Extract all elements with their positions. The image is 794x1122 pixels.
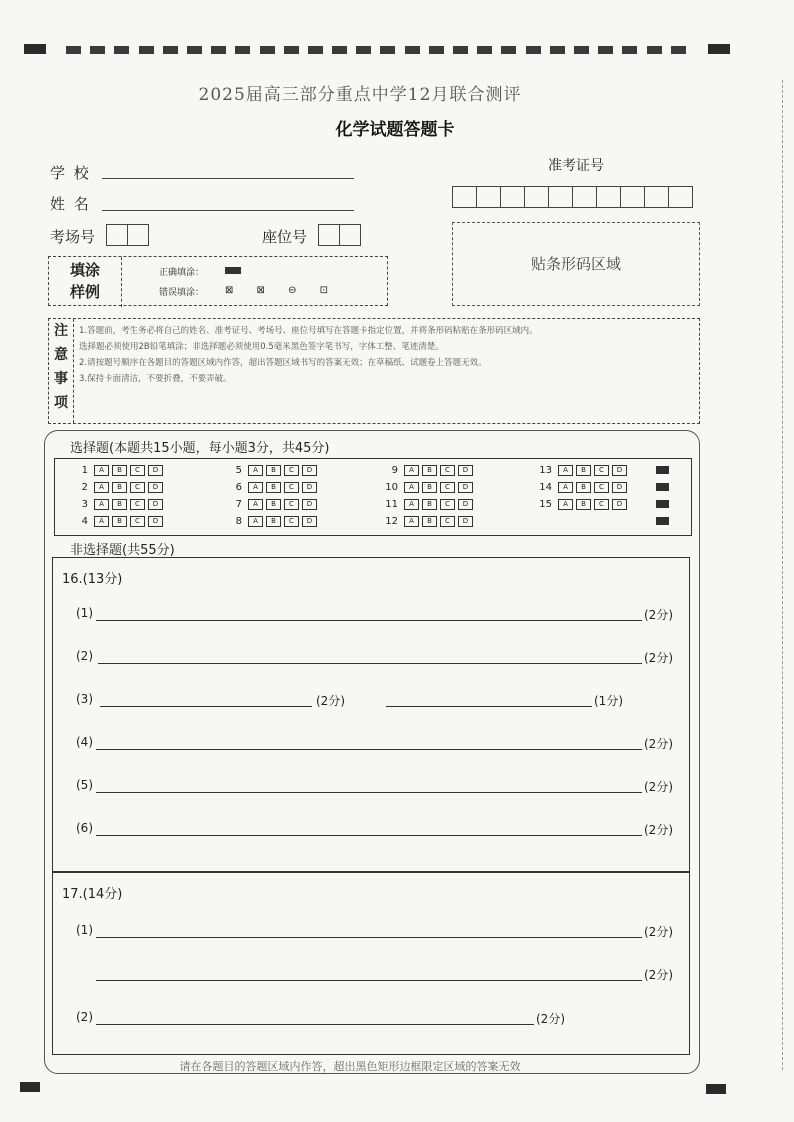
choice-bubble-10-C[interactable]: C bbox=[440, 482, 455, 493]
choice-item-10 bbox=[380, 480, 476, 494]
q16-3-label: (3) bbox=[76, 692, 93, 706]
choice-item-5 bbox=[224, 463, 320, 477]
choice-item-13 bbox=[534, 463, 630, 477]
q17-2-score: (2分) bbox=[536, 1012, 565, 1026]
exam-title: 2025届高三部分重点中学12月联合测评 bbox=[198, 85, 522, 105]
timing-track bbox=[66, 46, 686, 54]
choice-bubble-13-C[interactable]: C bbox=[594, 465, 609, 476]
choice-number: 8 bbox=[235, 515, 242, 527]
row-timing-mark bbox=[656, 517, 669, 525]
choice-bubble-6-A[interactable]: A bbox=[248, 482, 263, 493]
choice-bubble-13-B[interactable]: B bbox=[576, 465, 591, 476]
choice-number: 9 bbox=[391, 464, 398, 476]
q16-1-score: (2分) bbox=[644, 608, 673, 622]
choice-bubble-3-C[interactable]: C bbox=[130, 499, 145, 510]
choice-item-1 bbox=[70, 463, 166, 477]
choice-bubble-12-A[interactable]: A bbox=[404, 516, 419, 527]
nonchoice-heading: 非选择题(共55分) bbox=[70, 543, 175, 558]
notice-item: 3.保持卡面清洁，不要折叠，不要弄破。 bbox=[79, 374, 232, 384]
q16-5-score: (2分) bbox=[644, 780, 673, 794]
choice-bubble-2-A[interactable]: A bbox=[94, 482, 109, 493]
q17-1-answer-line[interactable] bbox=[96, 937, 642, 938]
choice-bubble-10-D[interactable]: D bbox=[458, 482, 473, 493]
choice-bubble-2-B[interactable]: B bbox=[112, 482, 127, 493]
q16-2-answer-line[interactable] bbox=[98, 663, 642, 664]
choice-bubble-8-A[interactable]: A bbox=[248, 516, 263, 527]
choice-bubble-7-B[interactable]: B bbox=[266, 499, 281, 510]
admission-number-label: 准考证号 bbox=[548, 158, 604, 174]
q16-1-label: (1) bbox=[76, 606, 93, 620]
name-label: 姓 名 bbox=[50, 195, 91, 213]
choice-bubble-5-A[interactable]: A bbox=[248, 465, 263, 476]
choice-number: 4 bbox=[81, 515, 88, 527]
q16-5-answer-line[interactable] bbox=[96, 792, 642, 793]
choice-bubble-4-D[interactable]: D bbox=[148, 516, 163, 527]
choice-bubble-9-B[interactable]: B bbox=[422, 465, 437, 476]
notice-box bbox=[48, 318, 700, 424]
choice-bubble-3-B[interactable]: B bbox=[112, 499, 127, 510]
exam-room-boxes[interactable] bbox=[106, 224, 149, 246]
q17-2-label: (2) bbox=[76, 1010, 93, 1024]
choice-number: 3 bbox=[81, 498, 88, 510]
row-timing-mark bbox=[656, 483, 669, 491]
choice-bubble-1-C[interactable]: C bbox=[130, 465, 145, 476]
choice-number: 13 bbox=[539, 464, 552, 476]
wrong-fill-label: 错误填涂： bbox=[159, 288, 205, 298]
corner-marker-top-right bbox=[708, 44, 730, 54]
choice-bubble-7-A[interactable]: A bbox=[248, 499, 263, 510]
choice-item-15 bbox=[534, 497, 630, 511]
q17-1-label: (1) bbox=[76, 923, 93, 937]
correct-fill-mark bbox=[225, 267, 241, 274]
choice-bubble-8-B[interactable]: B bbox=[266, 516, 281, 527]
q16-6-label: (6) bbox=[76, 821, 93, 835]
choice-number: 10 bbox=[385, 481, 398, 493]
choice-bubble-7-C[interactable]: C bbox=[284, 499, 299, 510]
scan-edge-line bbox=[782, 80, 784, 1070]
wrong-fill-examples: ⊠ ⊠ ⊖ ⊡ bbox=[225, 285, 339, 296]
choice-bubble-10-A[interactable]: A bbox=[404, 482, 419, 493]
choice-bubble-7-D[interactable]: D bbox=[302, 499, 317, 510]
q17-box bbox=[52, 871, 690, 1055]
choice-item-6 bbox=[224, 480, 320, 494]
choice-bubble-5-C[interactable]: C bbox=[284, 465, 299, 476]
q17-1b-answer-line[interactable] bbox=[96, 980, 642, 981]
q16-2-score: (2分) bbox=[644, 651, 673, 665]
choice-bubble-8-D[interactable]: D bbox=[302, 516, 317, 527]
q17-1b-score: (2分) bbox=[644, 968, 673, 982]
choice-item-14 bbox=[534, 480, 630, 494]
notice-items bbox=[79, 323, 695, 387]
choice-bubble-4-B[interactable]: B bbox=[112, 516, 127, 527]
choice-bubble-12-D[interactable]: D bbox=[458, 516, 473, 527]
choice-number: 2 bbox=[81, 481, 88, 493]
choice-bubble-10-B[interactable]: B bbox=[422, 482, 437, 493]
choice-bubble-9-D[interactable]: D bbox=[458, 465, 473, 476]
choice-bubble-15-C[interactable]: C bbox=[594, 499, 609, 510]
choice-bubble-5-B[interactable]: B bbox=[266, 465, 281, 476]
choice-bubble-1-A[interactable]: A bbox=[94, 465, 109, 476]
choice-bubble-4-A[interactable]: A bbox=[94, 516, 109, 527]
admission-number-boxes[interactable] bbox=[452, 186, 693, 208]
row-timing-mark bbox=[656, 500, 669, 508]
choice-number: 1 bbox=[81, 464, 88, 476]
choice-bubble-9-A[interactable]: A bbox=[404, 465, 419, 476]
q16-3-score-a: (2分) bbox=[316, 694, 345, 708]
choice-bubble-8-C[interactable]: C bbox=[284, 516, 299, 527]
choice-bubble-9-C[interactable]: C bbox=[440, 465, 455, 476]
school-label: 学 校 bbox=[50, 164, 91, 182]
q16-3-score-b: (1分) bbox=[594, 694, 623, 708]
choice-item-2 bbox=[70, 480, 166, 494]
choice-bubble-11-B[interactable]: B bbox=[422, 499, 437, 510]
choice-bubble-1-D[interactable]: D bbox=[148, 465, 163, 476]
choice-item-12 bbox=[380, 514, 476, 528]
q16-4-score: (2分) bbox=[644, 737, 673, 751]
footer-warning: 请在各题目的答题区域内作答，超出黑色矩形边框限定区域的答案无效 bbox=[179, 1060, 521, 1073]
choice-bubble-2-C[interactable]: C bbox=[130, 482, 145, 493]
choice-number: 5 bbox=[235, 464, 242, 476]
school-field[interactable] bbox=[102, 178, 354, 179]
choice-bubble-12-C[interactable]: C bbox=[440, 516, 455, 527]
fill-sample-title: 填涂 样例 bbox=[49, 257, 122, 307]
q16-box bbox=[52, 557, 690, 873]
q16-6-answer-line[interactable] bbox=[96, 835, 642, 836]
q17-1-score: (2分) bbox=[644, 925, 673, 939]
choice-bubble-6-C[interactable]: C bbox=[284, 482, 299, 493]
choice-bubble-1-B[interactable]: B bbox=[112, 465, 127, 476]
choice-number: 6 bbox=[235, 481, 242, 493]
choice-bubble-12-B[interactable]: B bbox=[422, 516, 437, 527]
choice-bubble-13-A[interactable]: A bbox=[558, 465, 573, 476]
choice-number: 7 bbox=[235, 498, 242, 510]
q17-2-answer-line[interactable] bbox=[96, 1024, 534, 1025]
choice-bubble-4-C[interactable]: C bbox=[130, 516, 145, 527]
q16-5-label: (5) bbox=[76, 778, 93, 792]
q16-3-answer-line-b[interactable] bbox=[386, 706, 592, 707]
choice-bubble-11-D[interactable]: D bbox=[458, 499, 473, 510]
notice-title: 注 意 事 项 bbox=[49, 319, 74, 423]
fill-sample bbox=[48, 256, 388, 306]
q16-1-answer-line[interactable] bbox=[96, 620, 642, 621]
choice-item-7 bbox=[224, 497, 320, 511]
choice-bubble-6-B[interactable]: B bbox=[266, 482, 281, 493]
choice-number: 15 bbox=[539, 498, 552, 510]
q16-6-score: (2分) bbox=[644, 823, 673, 837]
choice-bubble-15-B[interactable]: B bbox=[576, 499, 591, 510]
q16-4-answer-line[interactable] bbox=[96, 749, 642, 750]
choice-bubble-6-D[interactable]: D bbox=[302, 482, 317, 493]
choice-bubble-3-A[interactable]: A bbox=[94, 499, 109, 510]
q16-3-answer-line-a[interactable] bbox=[100, 706, 312, 707]
q16-title: 16.(13分) bbox=[62, 572, 123, 587]
choice-bubble-5-D[interactable]: D bbox=[302, 465, 317, 476]
notice-item: 2.请按题号顺序在各题目的答题区域内作答，超出答题区域书写的答案无效；在草稿纸、试题卷上答题无效。 bbox=[79, 358, 487, 368]
choice-bubble-3-D[interactable]: D bbox=[148, 499, 163, 510]
q16-2-label: (2) bbox=[76, 649, 93, 663]
corner-marker-bottom-left bbox=[20, 1082, 40, 1092]
choice-item-8 bbox=[224, 514, 320, 528]
corner-marker-bottom-right bbox=[706, 1084, 726, 1094]
choice-number: 12 bbox=[385, 515, 398, 527]
choice-number: 14 bbox=[539, 481, 552, 493]
choice-number: 11 bbox=[385, 498, 398, 510]
choice-bubble-11-C[interactable]: C bbox=[440, 499, 455, 510]
choice-item-11 bbox=[380, 497, 476, 511]
q17-title: 17.(14分) bbox=[62, 887, 123, 902]
choice-bubble-2-D[interactable]: D bbox=[148, 482, 163, 493]
notice-item: 1.答题前，考生务必将自己的姓名、准考证号、考场号、座位号填写在答题卡指定位置，并将条形码粘贴在条形码区域内。 bbox=[79, 326, 538, 336]
choice-bubble-14-B[interactable]: B bbox=[576, 482, 591, 493]
choice-bubble-14-C[interactable]: C bbox=[594, 482, 609, 493]
choice-bubble-14-D[interactable]: D bbox=[612, 482, 627, 493]
choice-bubble-15-A[interactable]: A bbox=[558, 499, 573, 510]
seat-boxes[interactable] bbox=[318, 224, 361, 246]
barcode-area bbox=[452, 222, 700, 306]
card-title: 化学试题答题卡 bbox=[335, 120, 455, 140]
choice-item-3 bbox=[70, 497, 166, 511]
choice-bubble-11-A[interactable]: A bbox=[404, 499, 419, 510]
barcode-label: 贴条形码区域 bbox=[530, 255, 621, 273]
notice-item: 选择题必须使用2B铅笔填涂；非选择题必须使用0.5毫米黑色签字笔书写，字体工整、笔迹清楚。 bbox=[79, 342, 444, 352]
choice-item-4 bbox=[70, 514, 166, 528]
row-timing-mark bbox=[656, 466, 669, 474]
exam-room-label: 考场号 bbox=[50, 228, 96, 246]
correct-fill-label: 正确填涂： bbox=[159, 268, 205, 278]
choice-item-9 bbox=[380, 463, 476, 477]
corner-marker-top-left bbox=[24, 44, 46, 54]
q16-4-label: (4) bbox=[76, 735, 93, 749]
choice-bubble-15-D[interactable]: D bbox=[612, 499, 627, 510]
choice-bubble-13-D[interactable]: D bbox=[612, 465, 627, 476]
choice-bubble-14-A[interactable]: A bbox=[558, 482, 573, 493]
choice-heading: 选择题(本题共15小题，每小题3分，共45分) bbox=[70, 441, 330, 456]
name-field[interactable] bbox=[102, 210, 354, 211]
seat-label: 座位号 bbox=[262, 228, 308, 246]
